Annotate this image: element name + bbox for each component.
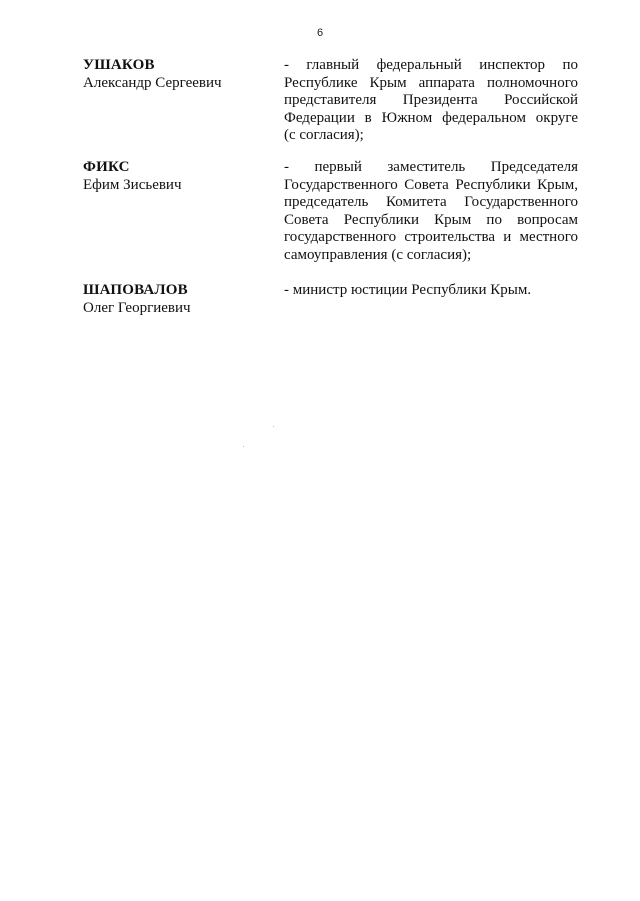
- member-name: [83, 159, 273, 194]
- position-line: Республике Крым аппарата полномочного: [284, 74, 578, 91]
- position-line: самоуправления (с согласия);: [284, 246, 472, 263]
- scan-speck: [273, 426, 274, 427]
- position-line: - министр юстиции Республики Крым.: [284, 282, 532, 298]
- member-position: [284, 57, 578, 145]
- position-line: представителя Президента Российской: [284, 92, 578, 108]
- position-line: Государственного Совета Республики Крым,: [284, 176, 578, 193]
- member-given-name: Ефим Зисьевич: [83, 176, 182, 193]
- page-number: 6: [316, 27, 324, 39]
- member-name: [83, 57, 273, 92]
- member-position: [284, 159, 578, 264]
- position-line: Совета Республики Крым по вопросам: [284, 211, 578, 228]
- position-line: - первый заместитель Председателя: [284, 159, 578, 175]
- member-surname: ФИКС: [83, 159, 130, 175]
- scan-speck: [243, 446, 244, 447]
- member-position: [284, 282, 578, 300]
- member-name: [83, 282, 273, 317]
- member-given-name: Олег Георгиевич: [83, 299, 191, 316]
- position-line: государственного строительства и местного: [284, 229, 578, 245]
- member-surname: УШАКОВ: [83, 57, 155, 73]
- member-given-name: Александр Сергеевич: [83, 74, 222, 91]
- position-line: председатель Комитета Государственного: [284, 194, 578, 210]
- position-line: - главный федеральный инспектор по: [284, 57, 578, 73]
- member-surname: ШАПОВАЛОВ: [83, 282, 188, 298]
- position-line: (с согласия);: [284, 127, 364, 143]
- position-line: Федерации в Южном федеральном округе: [284, 109, 578, 126]
